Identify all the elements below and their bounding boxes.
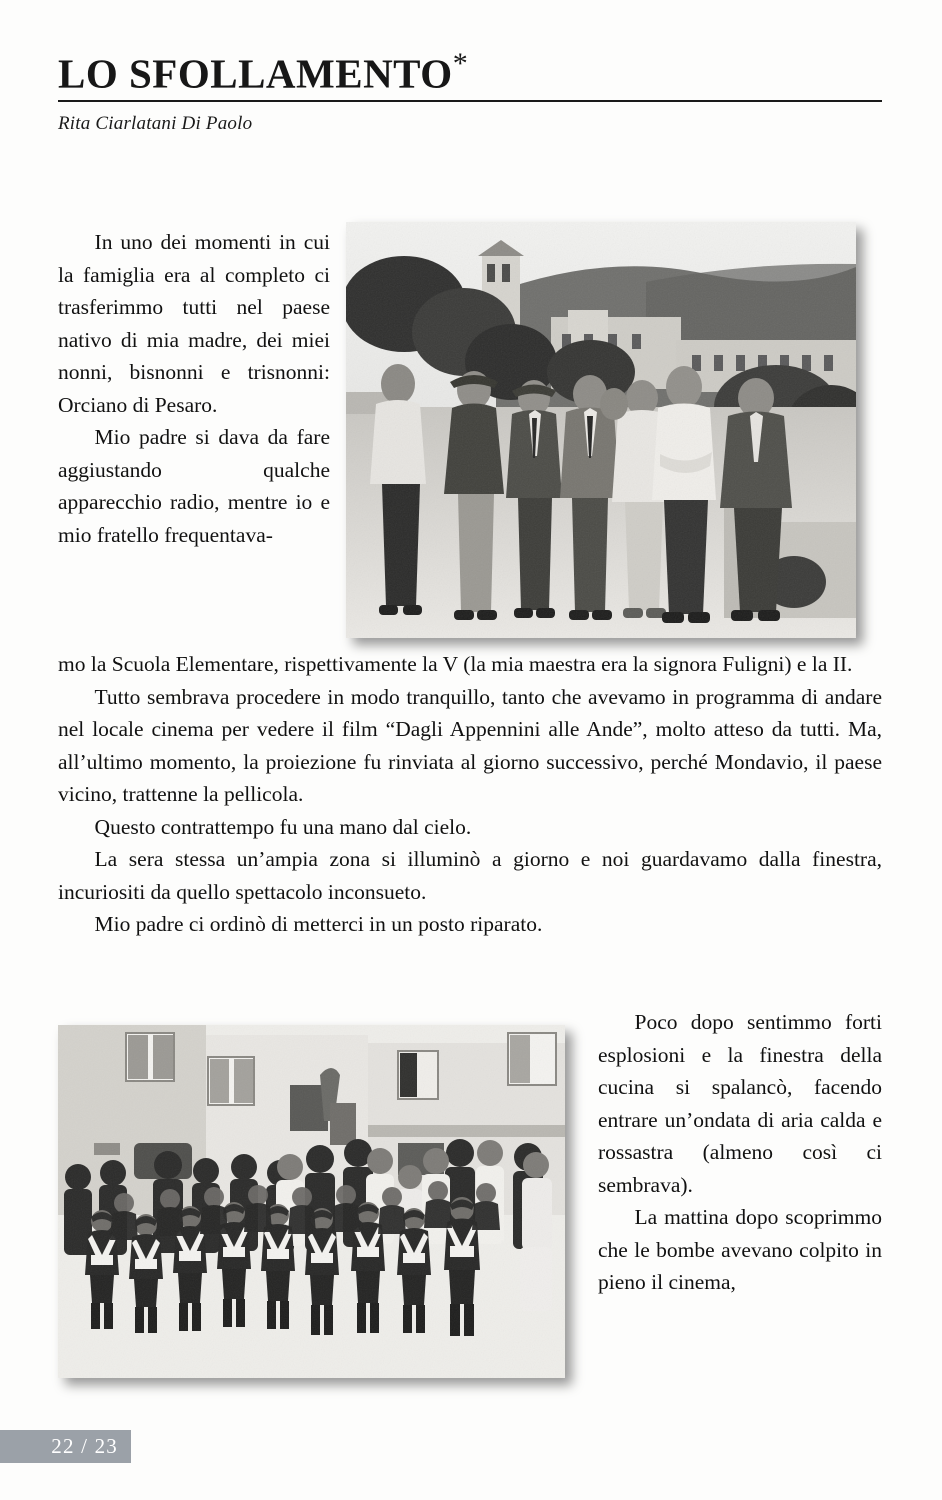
paragraph: La sera stessa un’ampia zona si illuminò a giorno e noi guardavamo dalla finestra, incuriositi da quello spettacolo inconsueto. <box>58 847 882 904</box>
paragraph: La mattina dopo scoprimmo che le bombe avevano colpito in pieno il cinema, <box>598 1205 882 1294</box>
title-divider <box>58 100 882 102</box>
paragraph: In uno dei momenti in cui la famiglia era al completo ci trasferimmo tutti nel paese nativo di mia madre, dei miei nonni, bisnonni e trisnonni: Orciano di Pesaro. <box>58 230 330 417</box>
figure-photo-children <box>58 1025 565 1378</box>
paragraph: Poco dopo sentimmo forti esplosioni e la finestra della cucina si spalancò, facendo entrare un’ondata di aria calda e rossastra (almeno così ci sembrava). <box>598 1010 882 1197</box>
title-block <box>58 48 882 135</box>
body-full-width <box>58 648 882 941</box>
paragraph: Mio padre ci ordinò di metterci in un posto riparato. <box>94 912 543 936</box>
figure-photo-men <box>346 222 856 638</box>
paragraph: Mio padre si dava da fare aggiustando qualche apparecchio radio, mentre io e mio fratello frequentava- <box>58 425 330 547</box>
page-number-text: 22 / 23 <box>51 1434 118 1458</box>
photo-men-graphic <box>346 222 856 638</box>
paragraph: mo la Scuola Elementare, rispettivamente la V (la mia maestra era la signora Fuligni) e la II. <box>58 652 853 676</box>
paragraph: Tutto sembrava procedere in modo tranquillo, tanto che avevamo in programma di andare nel locale cinema per vedere il film “Dagli Appennini alle Ande”, molto atteso da tutti. Ma, all’ultimo momento, la proiezione fu rinviata al giorno successivo, perché Mondavio, il paese vicino, trattenne la pellicola. <box>58 684 882 806</box>
photo-children-graphic <box>58 1025 565 1378</box>
paragraph: Questo contrattempo fu una mano dal cielo. <box>94 814 472 839</box>
author-byline: Rita Ciarlatani Di Paolo <box>58 112 253 134</box>
title-footnote-marker: * <box>452 47 468 80</box>
page-title <box>58 48 882 96</box>
page-title-text: LO SFOLLAMENTO <box>58 50 453 97</box>
body-column-right-bottom <box>598 1006 882 1299</box>
page-number-badge <box>0 1430 131 1463</box>
body-column-left-top <box>58 226 330 551</box>
